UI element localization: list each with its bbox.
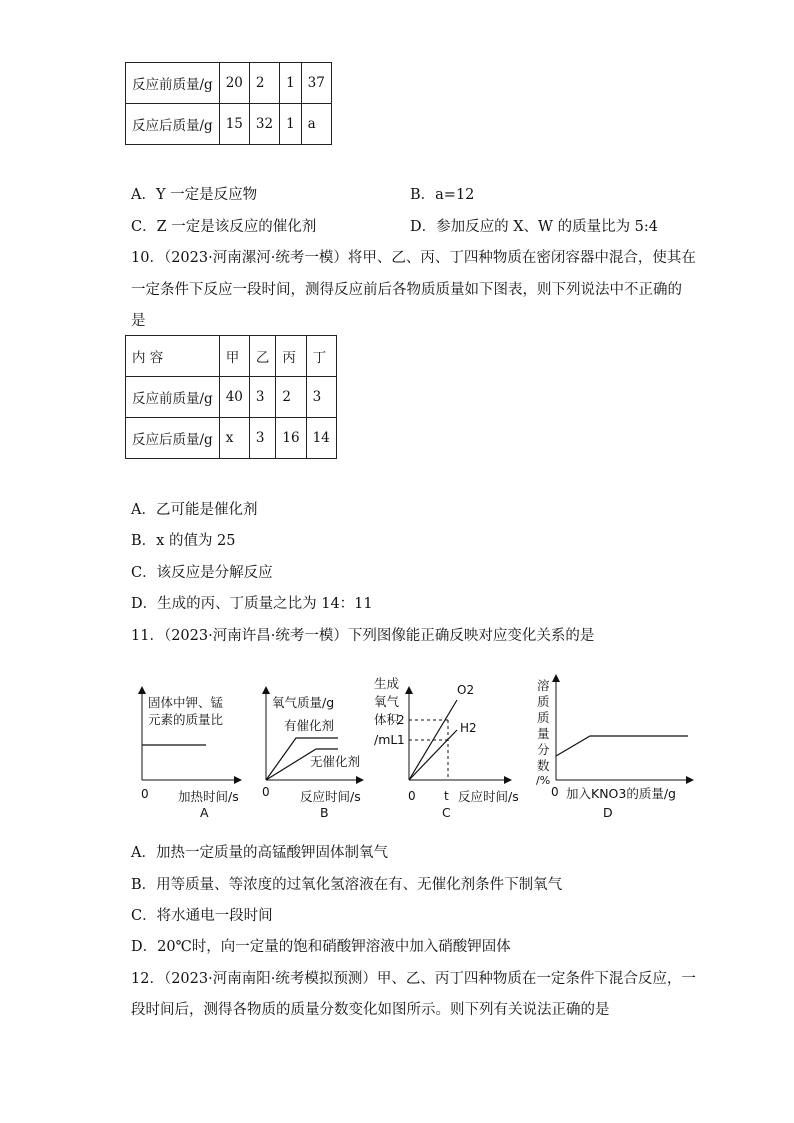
table-cell: 3 bbox=[249, 377, 276, 418]
graph-d-ylabel: 质 bbox=[537, 694, 550, 709]
q10-option-b: B．x 的值为 25 bbox=[131, 533, 236, 549]
row-label: 反应后质量/g bbox=[126, 104, 220, 145]
graph-c-h2-label: H2 bbox=[460, 721, 477, 735]
q9-option-c: C．Z 一定是该反应的催化剂 bbox=[131, 219, 317, 235]
table-cell: 14 bbox=[306, 418, 336, 459]
table-cell: 16 bbox=[276, 418, 306, 459]
graph-d-ylabel: 数 bbox=[537, 758, 550, 773]
graph-c-ylabel: 生成 bbox=[374, 676, 400, 691]
graph-c-tick: 2 bbox=[397, 713, 405, 727]
table-row bbox=[126, 63, 332, 104]
graph-d-ylabel: 溶 bbox=[537, 678, 550, 693]
graph-d-ylabel: 质 bbox=[537, 710, 550, 725]
graph-b-xlabel: 反应时间/s bbox=[300, 789, 361, 804]
q11-option-d: D．20℃时，向一定量的饱和硝酸钾溶液中加入硝酸钾固体 bbox=[131, 939, 511, 955]
q10-stem-line2: 一定条件下反应一段时间，测得反应前后各物质质量如下图表，则下列说法中不正确的 bbox=[131, 282, 682, 298]
table-row bbox=[126, 377, 337, 418]
table-cell: 3 bbox=[249, 418, 276, 459]
q10-stem-line1: 10．（2023·河南漯河·统考一模）将甲、乙、丙、丁四种物质在密闭容器中混合，使其在 bbox=[131, 250, 696, 266]
graph-a-xlabel: 加热时间/s bbox=[178, 789, 239, 804]
graph-b-caption: B bbox=[320, 805, 329, 820]
q12-stem-line1: 12．（2023·河南南阳·统考模拟预测）甲、乙、丙丁四种物质在一定条件下混合反应，一 bbox=[131, 971, 696, 987]
q11-option-c: C．将水通电一段时间 bbox=[131, 908, 273, 924]
q9-option-b: B．a=12 bbox=[410, 187, 475, 203]
q11-option-a: A．加热一定质量的高锰酸钾固体制氧气 bbox=[131, 845, 388, 861]
table-header-row bbox=[126, 336, 337, 377]
graph-a-ylabel: 元素的质量比 bbox=[148, 712, 224, 727]
graph-d bbox=[536, 678, 690, 820]
table-cell: 32 bbox=[249, 104, 279, 145]
table-row bbox=[126, 418, 337, 459]
q11-option-b: B．用等质量、等浓度的过氧化氢溶液在有、无催化剂条件下制氧气 bbox=[131, 877, 563, 893]
graph-d-ylabel: 量 bbox=[537, 726, 550, 741]
mass-table-q9 bbox=[125, 62, 332, 145]
table-row bbox=[126, 104, 332, 145]
graph-d-caption: D bbox=[603, 805, 613, 820]
graph-b-origin: 0 bbox=[262, 785, 270, 799]
q11-graphs-figure bbox=[0, 658, 794, 838]
graph-c-xlabel: 反应时间/s bbox=[458, 789, 519, 804]
graph-d-origin: 0 bbox=[551, 785, 559, 799]
graph-b-curve2-label: 无催化剂 bbox=[310, 754, 361, 769]
row-label: 反应前质量/g bbox=[126, 377, 220, 418]
graph-a-caption: A bbox=[200, 805, 209, 820]
graph-c-t-label: t bbox=[444, 789, 449, 803]
header-cell: 丁 bbox=[306, 336, 336, 377]
graph-d-ylabel: /% bbox=[536, 774, 551, 787]
header-cell: 甲 bbox=[219, 336, 249, 377]
graph-c-o2-label: O2 bbox=[457, 683, 475, 697]
header-cell: 丙 bbox=[276, 336, 306, 377]
graph-d-line bbox=[556, 736, 688, 756]
q12-stem-line2: 段时间后，测得各物质的质量分数变化如图所示。则下列有关说法正确的是 bbox=[131, 1002, 610, 1018]
q10-option-a: A．乙可能是催化剂 bbox=[131, 502, 258, 518]
mass-table-q10 bbox=[125, 335, 337, 459]
table-cell: 2 bbox=[276, 377, 306, 418]
graph-c-tick: 1 bbox=[397, 733, 405, 747]
q11-stem-line1: 11．（2023·河南许昌·统考一模）下列图像能正确反映对应变化关系的是 bbox=[131, 628, 595, 644]
graph-a-origin: 0 bbox=[141, 787, 149, 801]
row-label: 反应后质量/g bbox=[126, 418, 220, 459]
graph-d-xlabel: 加入KNO3的质量/g bbox=[566, 786, 676, 801]
q10-stem-line3: 是 bbox=[131, 313, 146, 329]
q10-option-c: C．该反应是分解反应 bbox=[131, 565, 273, 581]
graph-b-ylabel: 氧气质量/g bbox=[272, 695, 335, 710]
q9-option-a: A．Y 一定是反应物 bbox=[131, 187, 258, 203]
header-cell: 乙 bbox=[249, 336, 276, 377]
table-cell: 37 bbox=[301, 63, 331, 104]
graph-c-ylabel: 体积 bbox=[374, 712, 400, 727]
graph-c-line-h2 bbox=[409, 730, 457, 780]
graph-d-ylabel: 分 bbox=[537, 742, 550, 757]
graph-c-caption: C bbox=[442, 805, 451, 820]
table-cell: 2 bbox=[249, 63, 279, 104]
table-cell: 1 bbox=[280, 104, 302, 145]
graph-c-origin: 0 bbox=[408, 789, 416, 803]
graph-a-ylabel: 固体中钾、锰 bbox=[148, 695, 224, 710]
table-cell: a bbox=[301, 104, 331, 145]
table-cell: 15 bbox=[219, 104, 249, 145]
graph-b bbox=[262, 690, 361, 820]
graph-a bbox=[141, 690, 239, 820]
graph-c-ylabel: 氧气 bbox=[374, 694, 400, 709]
table-cell: 40 bbox=[219, 377, 249, 418]
graph-b-curve1-label: 有催化剂 bbox=[284, 718, 335, 733]
graph-c-ylabel: /mL bbox=[374, 732, 398, 747]
table-cell: x bbox=[219, 418, 249, 459]
table-cell: 20 bbox=[219, 63, 249, 104]
table-cell: 1 bbox=[280, 63, 302, 104]
table-cell: 3 bbox=[306, 377, 336, 418]
q10-option-d: D．生成的丙、丁质量之比为 14：11 bbox=[131, 596, 373, 612]
q9-option-d: D．参加反应的 X、W 的质量比为 5:4 bbox=[410, 219, 659, 235]
row-label: 反应前质量/g bbox=[126, 63, 220, 104]
header-cell: 内 容 bbox=[126, 336, 220, 377]
graph-c bbox=[374, 676, 519, 820]
